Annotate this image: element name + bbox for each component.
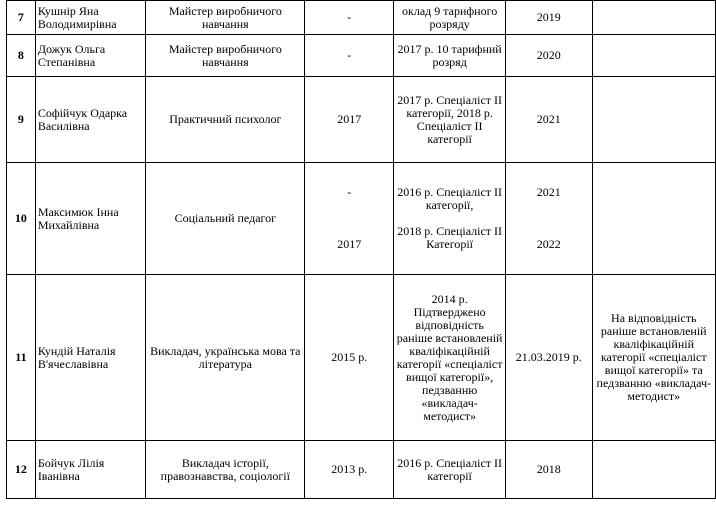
- employee-name: Кундій Наталія В'ячеславівна: [35, 275, 146, 441]
- attestation-year: [305, 163, 394, 275]
- attestation-year-b: 2017: [337, 237, 362, 251]
- position: Майстер виробничого навчання: [146, 35, 305, 77]
- note: [592, 1, 715, 35]
- next-attestation-b: 2022: [536, 237, 561, 251]
- category: 2017 р. Спеціаліст ІІ категорії, 2018 р. Спеціаліст ІІ категорії: [394, 77, 506, 163]
- table-row: [7, 441, 716, 499]
- employee-name: Кушнір Яна Володимирівна: [35, 1, 146, 35]
- category-b: 2018 р. Спеціаліст ІІ Категорії: [397, 224, 503, 251]
- next-attestation-a: 2021: [536, 185, 561, 199]
- next-attestation: 2019: [505, 1, 592, 35]
- category-a: 2016 р. Спеціаліст ІІ категорії,: [397, 185, 503, 212]
- employee-name: Бойчук Лілія Іванівна: [35, 441, 146, 499]
- attestation-year: -: [305, 1, 394, 35]
- staff-table: [6, 0, 716, 499]
- table-row: [7, 163, 716, 275]
- next-attestation: 2020: [505, 35, 592, 77]
- attestation-year: 2013 р.: [305, 441, 394, 499]
- next-attestation: 21.03.2019 р.: [505, 275, 592, 441]
- employee-name: Дожук Ольга Степанівна: [35, 35, 146, 77]
- attestation-year: -: [305, 35, 394, 77]
- note: [592, 77, 715, 163]
- employee-name: Максимюк Інна Михайлівна: [35, 163, 146, 275]
- row-number: 8: [7, 35, 36, 77]
- next-attestation: 2018: [505, 441, 592, 499]
- next-attestation: [505, 163, 592, 275]
- position: Практичний психолог: [146, 77, 305, 163]
- category: 2014 р. Підтверджено відповідність раніше встановленій кваліфікаційній категорії «спеціаліст вищої категорії», педзванню «викладач-методист»: [394, 275, 506, 441]
- note: [592, 441, 715, 499]
- category: 2017 р. 10 тарифний розряд: [394, 35, 506, 77]
- position: Майстер виробничого навчання: [146, 1, 305, 35]
- table-row: [7, 275, 716, 441]
- row-number: 9: [7, 77, 36, 163]
- category: 2016 р. Спеціаліст ІІ категорії: [394, 441, 506, 499]
- note: На відповідність раніше встановленій кваліфікаційній категорії «спеціаліст вищої категорії» та педзванню «викладач-методист»: [592, 275, 715, 441]
- table-row: [7, 35, 716, 77]
- employee-name: Софійчук Одарка Василівна: [35, 77, 146, 163]
- row-number: 11: [7, 275, 36, 441]
- row-number: 10: [7, 163, 36, 275]
- position: Викладач, українська мова та література: [146, 275, 305, 441]
- position: Соціальний педагог: [146, 163, 305, 275]
- note: [592, 35, 715, 77]
- attestation-year: 2017: [305, 77, 394, 163]
- category: оклад 9 тарифного розряду: [394, 1, 506, 35]
- position: Викладач історії, правознавства, соціології: [146, 441, 305, 499]
- attestation-year: 2015 р.: [305, 275, 394, 441]
- table-row: [7, 1, 716, 35]
- next-attestation: 2021: [505, 77, 592, 163]
- category: [394, 163, 506, 275]
- attestation-year-a: -: [347, 185, 352, 199]
- table-row: [7, 77, 716, 163]
- note: [592, 163, 715, 275]
- row-number: 7: [7, 1, 36, 35]
- row-number: 12: [7, 441, 36, 499]
